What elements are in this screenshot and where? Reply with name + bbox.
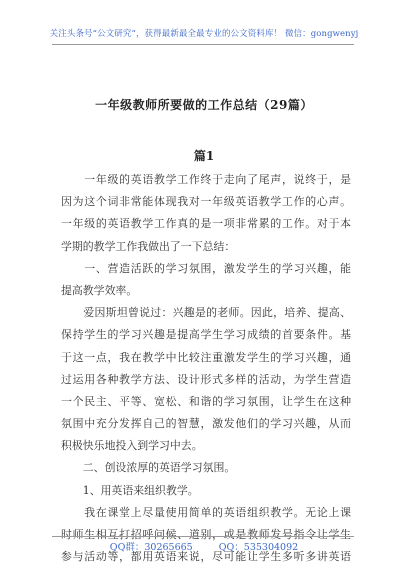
- body-line: 我在课堂上尽量使用简单的英语组织教学。无论上课: [61, 505, 351, 519]
- document-title: 一年级教师所要做的工作总结（29篇）: [95, 98, 313, 112]
- body-line: 保持学生的学习兴趣是提高学生学习成绩的首要条件。基: [61, 328, 351, 342]
- body-line: 因为这个词非常能体现我对一年级英语教学工作的心声。: [61, 195, 351, 209]
- body-line: 1、用英语来组织教学。: [61, 483, 199, 497]
- body-line: 参与活动等，都用英语来说，尽可能让学生多听多讲英语: [61, 550, 351, 564]
- body-line: 一年级的英语教学工作真的是一项非常累的工作。对于本: [61, 217, 351, 231]
- body-line: 积极快乐地投入到学习中去。: [61, 439, 203, 453]
- header-divider: [52, 44, 354, 45]
- section-heading: 篇1: [193, 149, 215, 163]
- body-line: 提高教学效率。: [61, 283, 138, 297]
- body-line: 一年级的英语教学工作终于走向了尾声，说终于，是: [61, 173, 351, 186]
- footer-contact: [0, 539, 408, 553]
- header-promo-note: 关注头条号“公文研究”，获得最新最全最专业的公文资料库！ 微信：gongwenyj: [49, 29, 359, 39]
- body-line: 二、创设浓厚的英语学习氛围。: [61, 461, 236, 475]
- body-text: [61, 169, 351, 568]
- footer-qq: QQ：535304092: [218, 542, 299, 553]
- body-line: 一、营造活跃的学习氛围，激发学生的学习兴趣，能: [61, 261, 351, 275]
- footer-divider: [52, 536, 354, 537]
- footer-qq-group: QQ群：30265665: [109, 542, 193, 553]
- body-line: 学期的教学工作我做出了一下总结：: [61, 239, 236, 253]
- body-line: 氛围中充分发挥自己的智慧，激发他们的学习兴趣，从而: [61, 417, 351, 431]
- body-line: 一个民主、平等、宽松、和谐的学习氛围，让学生在这种: [61, 394, 351, 408]
- body-line: 时师生相互打招呼问候、道别，或是教师发号指令让学生: [61, 528, 351, 541]
- body-line: 爱因斯坦曾说过：兴趣是的老师。因此，培养、提高、: [61, 306, 351, 320]
- body-line: 过运用各种教学方法、设计形式多样的活动，为学生营造: [61, 372, 351, 386]
- body-line: 于这一点，我在教学中比较注重激发学生的学习兴趣，通: [61, 350, 351, 364]
